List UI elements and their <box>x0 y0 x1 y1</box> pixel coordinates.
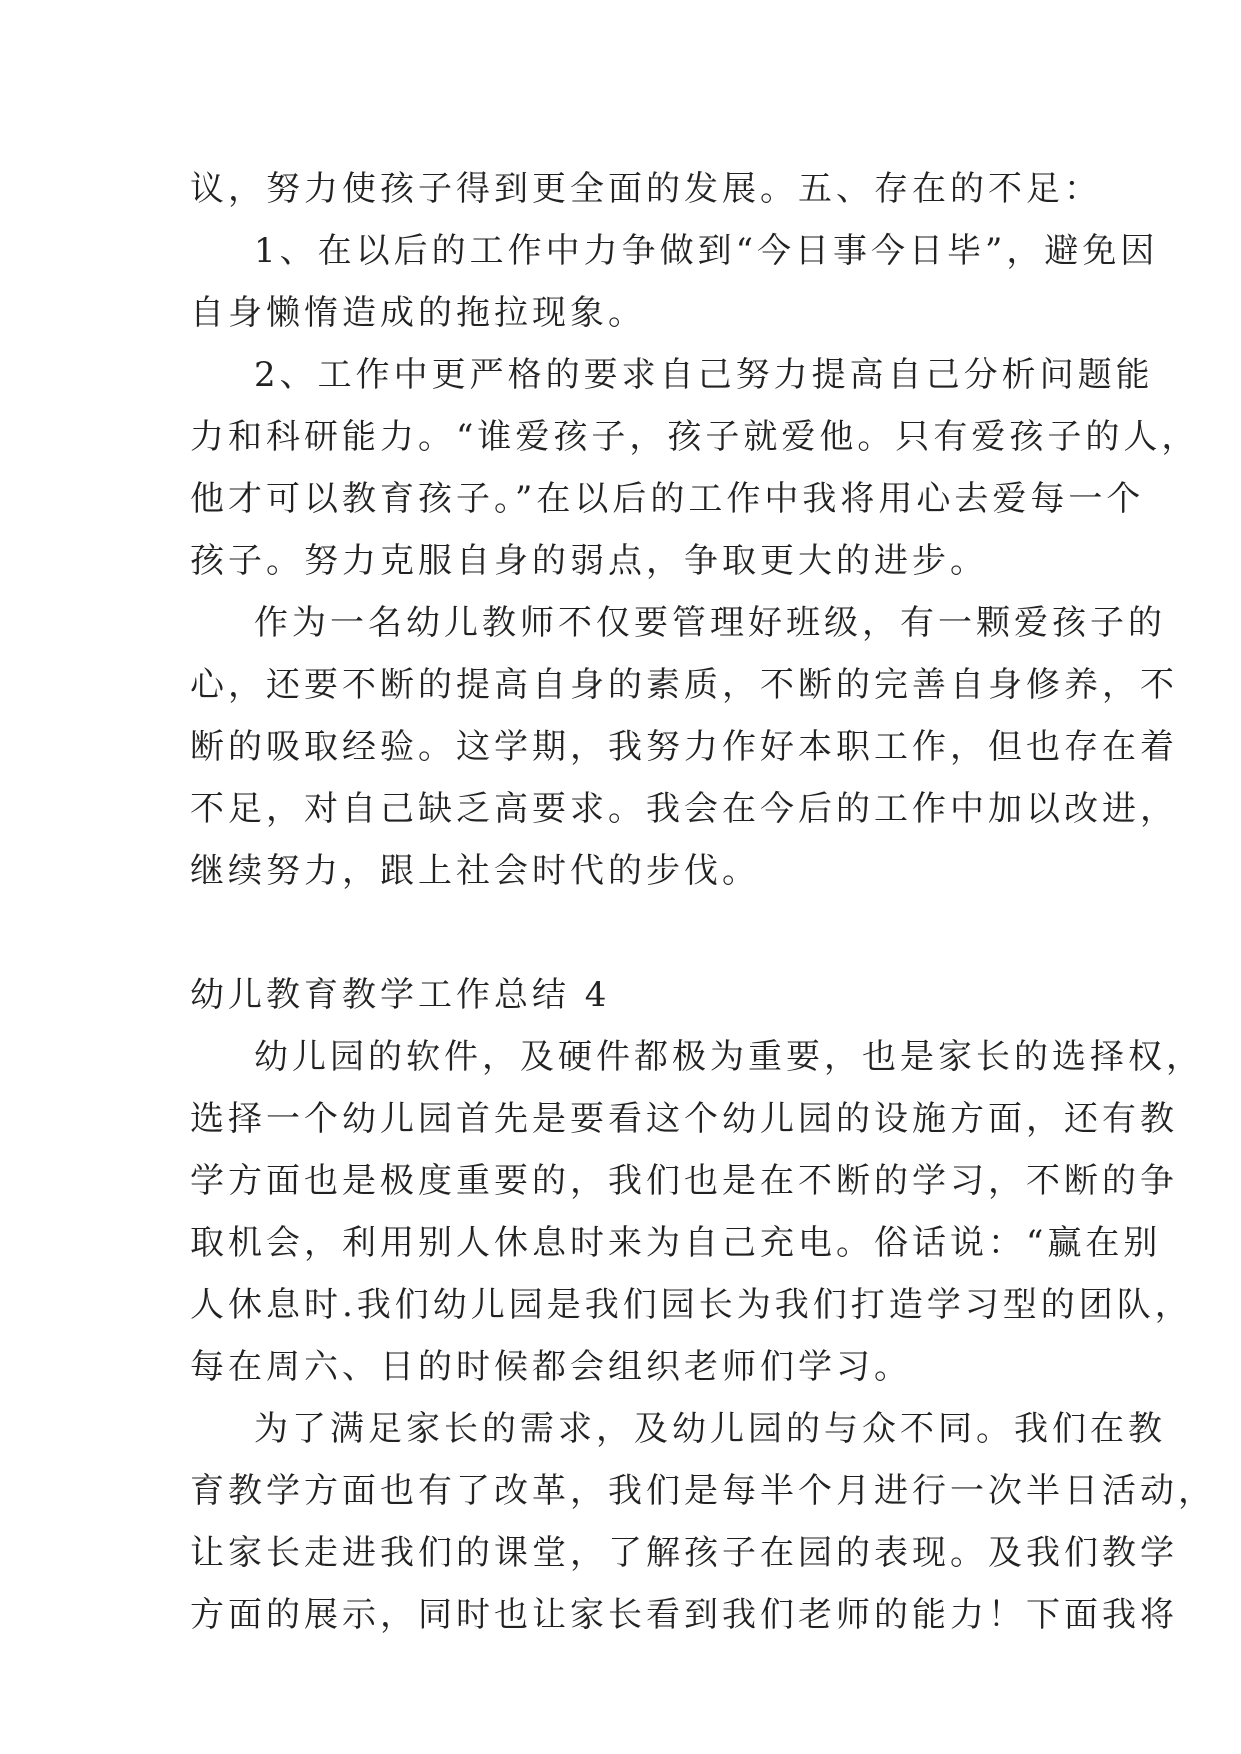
text-line: 让家长走进我们的课堂，了解孩子在园的表现。及我们教学 <box>190 1533 1178 1573</box>
text-line: 选择一个幼儿园首先是要看这个幼儿园的设施方面，还有教 <box>190 1099 1178 1139</box>
text-line: 不足，对自己缺乏高要求。我会在今后的工作中加以改进， <box>190 789 1178 829</box>
text-line: 力和科研能力。“谁爱孩子，孩子就爱他。只有爱孩子的人， <box>190 417 1200 457</box>
text-line: 断的吸取经验。这学期，我努力作好本职工作，但也存在着 <box>190 727 1178 767</box>
text-line: 2、工作中更严格的要求自己努力提高自己分析问题能 <box>254 355 1154 395</box>
text-line: 作为一名幼儿教师不仅要管理好班级，有一颗爱孩子的 <box>254 603 1166 643</box>
text-line: 取机会，利用别人休息时来为自己充电。俗话说：“赢在别 <box>190 1223 1162 1263</box>
text-line: 幼儿园的软件，及硬件都极为重要，也是家长的选择权， <box>254 1037 1204 1077</box>
text-line: 他才可以教育孩子。”在以后的工作中我将用心去爱每一个 <box>190 479 1145 519</box>
paragraph-gap <box>190 902 1070 964</box>
text-line: 方面的展示，同时也让家长看到我们老师的能力！下面我将 <box>190 1595 1178 1635</box>
text-line: 1、在以后的工作中力争做到“今日事今日毕”，避免因 <box>254 231 1159 271</box>
text-line: 孩子。努力克服自身的弱点，争取更大的进步。 <box>190 541 988 581</box>
text-line: 为了满足家长的需求，及幼儿园的与众不同。我们在教 <box>254 1409 1166 1449</box>
text-line: 育教学方面也有了改革，我们是每半个月进行一次半日活动， <box>190 1471 1216 1511</box>
text-line: 心，还要不断的提高自身的素质，不断的完善自身修养，不 <box>190 665 1178 705</box>
text-line: 每在周六、日的时候都会组织老师们学习。 <box>190 1347 912 1387</box>
section-heading: 幼儿教育教学工作总结 4 <box>190 975 611 1015</box>
text-line: 学方面也是极度重要的，我们也是在不断的学习，不断的争 <box>190 1161 1178 1201</box>
text-line: 议，努力使孩子得到更全面的发展。五、存在的不足： <box>190 169 1102 209</box>
document-body <box>190 158 1216 1646</box>
text-line: 继续努力，跟上社会时代的步伐。 <box>190 851 760 891</box>
text-line: 人休息时.我们幼儿园是我们园长为我们打造学习型的团队， <box>190 1285 1193 1325</box>
text-line: 自身懒惰造成的拖拉现象。 <box>190 293 646 333</box>
